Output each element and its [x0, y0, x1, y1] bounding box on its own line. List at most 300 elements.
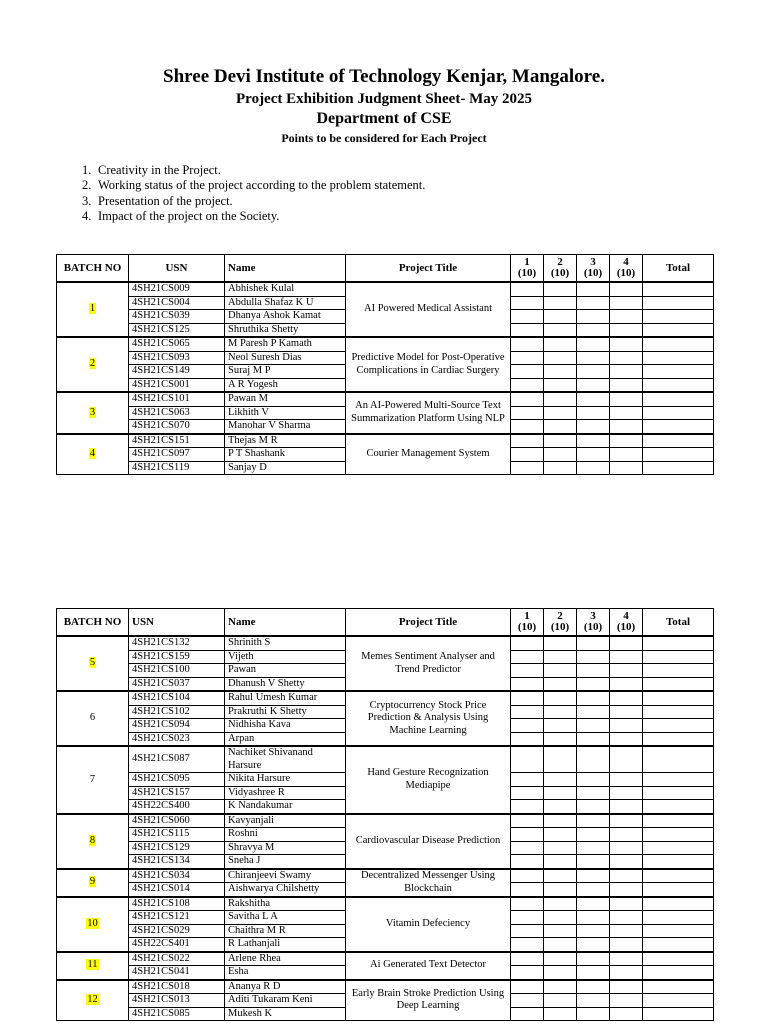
- score-2-cell[interactable]: [544, 406, 577, 420]
- score-3-cell[interactable]: [577, 310, 610, 324]
- score-1-cell[interactable]: [511, 828, 544, 842]
- score-1-cell[interactable]: [511, 719, 544, 733]
- score-2-cell[interactable]: [544, 966, 577, 980]
- usn-cell: 4SH21CS157: [129, 786, 225, 800]
- score-1-cell[interactable]: [511, 980, 544, 994]
- score-3-cell[interactable]: [577, 337, 610, 351]
- total-cell[interactable]: [643, 677, 714, 691]
- score-3-cell[interactable]: [577, 883, 610, 897]
- project-title-cell: Decentralized Messenger Using Blockchain: [346, 869, 511, 897]
- sheet-title: Project Exhibition Judgment Sheet- May 2025: [236, 91, 532, 107]
- score-2-cell[interactable]: [544, 814, 577, 828]
- point-item: 4. Impact of the project on the Society.: [82, 208, 280, 223]
- score-3-cell[interactable]: [577, 636, 610, 650]
- score-2-cell[interactable]: [544, 897, 577, 911]
- total-cell[interactable]: [643, 636, 714, 650]
- score-2-cell[interactable]: [544, 310, 577, 324]
- score-3-cell[interactable]: [577, 365, 610, 379]
- usn-cell: 4SH21CS151: [129, 434, 225, 448]
- score-3-cell[interactable]: [577, 855, 610, 869]
- total-cell[interactable]: [643, 461, 714, 475]
- table-row: [57, 392, 714, 406]
- score-4-cell[interactable]: [610, 924, 643, 938]
- table-row: [57, 980, 714, 994]
- usn-cell: 4SH21CS063: [129, 406, 225, 420]
- score-3-cell[interactable]: [577, 994, 610, 1008]
- score-4-cell[interactable]: [610, 448, 643, 462]
- score-2-cell[interactable]: [544, 980, 577, 994]
- student-name-cell: Vidyashree R: [225, 786, 346, 800]
- student-name-cell: R Lathanjali: [225, 938, 346, 952]
- score-1-cell[interactable]: [511, 323, 544, 337]
- score-4-cell[interactable]: [610, 800, 643, 814]
- score-4-cell[interactable]: [610, 378, 643, 392]
- score-3-cell[interactable]: [577, 1007, 610, 1021]
- usn-cell: 4SH21CS070: [129, 420, 225, 434]
- student-name-cell: Rahul Umesh Kumar: [225, 691, 346, 705]
- project-title-cell: Predictive Model for Post-Operative Complications in Cardiac Surgery: [346, 337, 511, 392]
- score-4-cell[interactable]: [610, 994, 643, 1008]
- score-3-cell[interactable]: [577, 869, 610, 883]
- usn-cell: 4SH22CS400: [129, 800, 225, 814]
- table-row: [57, 282, 714, 296]
- total-cell[interactable]: [643, 420, 714, 434]
- total-cell[interactable]: [643, 952, 714, 966]
- student-name-cell: Arpan: [225, 732, 346, 746]
- score-4-cell[interactable]: [610, 841, 643, 855]
- score-1-cell[interactable]: [511, 773, 544, 787]
- score-1-cell[interactable]: [511, 392, 544, 406]
- score-1-cell[interactable]: [511, 310, 544, 324]
- score-1-cell[interactable]: [511, 800, 544, 814]
- student-name-cell: Dhanya Ashok Kamat: [225, 310, 346, 324]
- score-2-cell[interactable]: [544, 677, 577, 691]
- score-4-cell[interactable]: [610, 855, 643, 869]
- score-4-cell[interactable]: [610, 773, 643, 787]
- student-name-cell: Neol Suresh Dias: [225, 351, 346, 365]
- table-row: [57, 952, 714, 966]
- score-4-cell[interactable]: [610, 746, 643, 773]
- score-1-cell[interactable]: [511, 869, 544, 883]
- score-4-cell[interactable]: [610, 351, 643, 365]
- point-item: 1. Creativity in the Project.: [82, 163, 221, 177]
- score-1-cell[interactable]: [511, 434, 544, 448]
- score-3-cell[interactable]: [577, 448, 610, 462]
- score-4-cell[interactable]: [610, 897, 643, 911]
- institute-title: Shree Devi Institute of Technology Kenjar, Mangalore.: [163, 66, 605, 87]
- score-2-cell[interactable]: [544, 378, 577, 392]
- usn-cell: 4SH21CS125: [129, 323, 225, 337]
- score-2-cell[interactable]: [544, 746, 577, 773]
- total-cell[interactable]: [643, 378, 714, 392]
- score-3-cell[interactable]: [577, 980, 610, 994]
- score-2-cell[interactable]: [544, 855, 577, 869]
- score-1-cell[interactable]: [511, 282, 544, 296]
- score-4-cell[interactable]: [610, 980, 643, 994]
- total-cell[interactable]: [643, 732, 714, 746]
- score-1-cell[interactable]: [511, 938, 544, 952]
- score-4-cell[interactable]: [610, 952, 643, 966]
- usn-cell: 4SH21CS034: [129, 869, 225, 883]
- total-cell[interactable]: [643, 406, 714, 420]
- score-2-cell[interactable]: [544, 650, 577, 664]
- score-3-cell[interactable]: [577, 732, 610, 746]
- score-1-cell[interactable]: [511, 337, 544, 351]
- score-2-cell[interactable]: [544, 365, 577, 379]
- score-3-cell[interactable]: [577, 773, 610, 787]
- batch-number: 8: [57, 814, 129, 869]
- usn-cell: 4SH21CS085: [129, 1007, 225, 1021]
- total-cell[interactable]: [643, 869, 714, 883]
- criterion-3-header: 3 (10): [577, 609, 610, 637]
- point-item: 3. Presentation of the project.: [82, 193, 233, 208]
- total-cell[interactable]: [643, 337, 714, 351]
- total-cell[interactable]: [643, 1007, 714, 1021]
- score-1-cell[interactable]: [511, 705, 544, 719]
- score-1-cell[interactable]: [511, 814, 544, 828]
- usn-cell: 4SH21CS013: [129, 994, 225, 1008]
- score-1-cell[interactable]: [511, 351, 544, 365]
- score-2-cell[interactable]: [544, 719, 577, 733]
- score-3-cell[interactable]: [577, 664, 610, 678]
- score-1-cell[interactable]: [511, 1007, 544, 1021]
- total-cell[interactable]: [643, 691, 714, 705]
- score-4-cell[interactable]: [610, 323, 643, 337]
- score-4-cell[interactable]: [610, 1007, 643, 1021]
- score-2-cell[interactable]: [544, 938, 577, 952]
- col-total-header: Total: [643, 255, 714, 283]
- score-4-cell[interactable]: [610, 911, 643, 925]
- total-cell[interactable]: [643, 296, 714, 310]
- score-2-cell[interactable]: [544, 282, 577, 296]
- score-2-cell[interactable]: [544, 664, 577, 678]
- score-1-cell[interactable]: [511, 911, 544, 925]
- usn-cell: 4SH21CS014: [129, 883, 225, 897]
- score-1-cell[interactable]: [511, 636, 544, 650]
- score-1-cell[interactable]: [511, 677, 544, 691]
- total-cell[interactable]: [643, 746, 714, 773]
- batch-number: 2: [57, 337, 129, 392]
- score-2-cell[interactable]: [544, 994, 577, 1008]
- score-1-cell[interactable]: [511, 691, 544, 705]
- col-title-header: Project Title: [346, 609, 511, 637]
- student-name-cell: Shravya M: [225, 841, 346, 855]
- score-3-cell[interactable]: [577, 691, 610, 705]
- score-2-cell[interactable]: [544, 691, 577, 705]
- total-cell[interactable]: [643, 323, 714, 337]
- total-cell[interactable]: [643, 282, 714, 296]
- total-cell[interactable]: [643, 980, 714, 994]
- score-2-cell[interactable]: [544, 337, 577, 351]
- batch-number: 9: [57, 869, 129, 897]
- student-name-cell: Manohar V Sharma: [225, 420, 346, 434]
- total-cell[interactable]: [643, 994, 714, 1008]
- usn-cell: 4SH21CS095: [129, 773, 225, 787]
- score-4-cell[interactable]: [610, 719, 643, 733]
- criterion-4-header: 4 (10): [610, 255, 643, 283]
- score-1-cell[interactable]: [511, 650, 544, 664]
- usn-cell: 4SH21CS018: [129, 980, 225, 994]
- score-2-cell[interactable]: [544, 773, 577, 787]
- score-2-cell[interactable]: [544, 705, 577, 719]
- batch-number: 11: [57, 952, 129, 980]
- usn-cell: 4SH21CS159: [129, 650, 225, 664]
- score-3-cell[interactable]: [577, 420, 610, 434]
- score-1-cell[interactable]: [511, 897, 544, 911]
- usn-cell: 4SH21CS094: [129, 719, 225, 733]
- table-row: [57, 337, 714, 351]
- score-2-cell[interactable]: [544, 351, 577, 365]
- score-2-cell[interactable]: [544, 869, 577, 883]
- score-3-cell[interactable]: [577, 406, 610, 420]
- score-2-cell[interactable]: [544, 786, 577, 800]
- score-3-cell[interactable]: [577, 650, 610, 664]
- score-2-cell[interactable]: [544, 800, 577, 814]
- score-2-cell[interactable]: [544, 1007, 577, 1021]
- student-name-cell: P T Shashank: [225, 448, 346, 462]
- score-4-cell[interactable]: [610, 282, 643, 296]
- score-3-cell[interactable]: [577, 786, 610, 800]
- score-3-cell[interactable]: [577, 828, 610, 842]
- total-cell[interactable]: [643, 938, 714, 952]
- usn-cell: 4SH21CS093: [129, 351, 225, 365]
- total-cell[interactable]: [643, 855, 714, 869]
- usn-cell: 4SH21CS102: [129, 705, 225, 719]
- score-3-cell[interactable]: [577, 378, 610, 392]
- total-cell[interactable]: [643, 351, 714, 365]
- student-name-cell: Prakruthi K Shetty: [225, 705, 346, 719]
- header-row: [57, 609, 714, 637]
- student-name-cell: Mukesh K: [225, 1007, 346, 1021]
- score-2-cell[interactable]: [544, 420, 577, 434]
- total-cell[interactable]: [643, 786, 714, 800]
- score-4-cell[interactable]: [610, 786, 643, 800]
- score-1-cell[interactable]: [511, 994, 544, 1008]
- score-1-cell[interactable]: [511, 664, 544, 678]
- score-4-cell[interactable]: [610, 392, 643, 406]
- total-cell[interactable]: [643, 773, 714, 787]
- score-2-cell[interactable]: [544, 434, 577, 448]
- score-4-cell[interactable]: [610, 296, 643, 310]
- usn-cell: 4SH21CS134: [129, 855, 225, 869]
- total-cell[interactable]: [643, 310, 714, 324]
- batch-number: 6: [57, 691, 129, 746]
- score-4-cell[interactable]: [610, 966, 643, 980]
- score-1-cell[interactable]: [511, 952, 544, 966]
- score-2-cell[interactable]: [544, 841, 577, 855]
- project-title-cell: Ai Generated Text Detector: [346, 952, 511, 980]
- student-name-cell: Aditi Tukaram Keni: [225, 994, 346, 1008]
- total-cell[interactable]: [643, 434, 714, 448]
- score-2-cell[interactable]: [544, 461, 577, 475]
- score-4-cell[interactable]: [610, 636, 643, 650]
- total-cell[interactable]: [643, 448, 714, 462]
- student-name-cell: Sneha J: [225, 855, 346, 869]
- total-cell[interactable]: [643, 719, 714, 733]
- score-2-cell[interactable]: [544, 911, 577, 925]
- score-2-cell[interactable]: [544, 448, 577, 462]
- score-4-cell[interactable]: [610, 883, 643, 897]
- total-cell[interactable]: [643, 814, 714, 828]
- project-title-cell: Cardiovascular Disease Prediction: [346, 814, 511, 869]
- student-name-cell: Vijeth: [225, 650, 346, 664]
- score-2-cell[interactable]: [544, 636, 577, 650]
- usn-cell: 4SH21CS129: [129, 841, 225, 855]
- col-name-header: Name: [225, 255, 346, 283]
- table-row: [57, 814, 714, 828]
- score-4-cell[interactable]: [610, 650, 643, 664]
- batch-number: 5: [57, 636, 129, 691]
- score-3-cell[interactable]: [577, 323, 610, 337]
- total-cell[interactable]: [643, 828, 714, 842]
- score-4-cell[interactable]: [610, 869, 643, 883]
- score-1-cell[interactable]: [511, 296, 544, 310]
- total-cell[interactable]: [643, 924, 714, 938]
- total-cell[interactable]: [643, 841, 714, 855]
- usn-cell: 4SH21CS041: [129, 966, 225, 980]
- score-4-cell[interactable]: [610, 310, 643, 324]
- score-3-cell[interactable]: [577, 800, 610, 814]
- score-3-cell[interactable]: [577, 814, 610, 828]
- score-3-cell[interactable]: [577, 719, 610, 733]
- score-4-cell[interactable]: [610, 828, 643, 842]
- project-title-cell: Hand Gesture Recognization Mediapipe: [346, 746, 511, 814]
- total-cell[interactable]: [643, 365, 714, 379]
- score-1-cell[interactable]: [511, 448, 544, 462]
- student-name-cell: K Nandakumar: [225, 800, 346, 814]
- score-4-cell[interactable]: [610, 434, 643, 448]
- usn-cell: 4SH21CS022: [129, 952, 225, 966]
- batch-number: 10: [57, 897, 129, 952]
- score-1-cell[interactable]: [511, 378, 544, 392]
- student-name-cell: Nikita Harsure: [225, 773, 346, 787]
- score-1-cell[interactable]: [511, 461, 544, 475]
- score-3-cell[interactable]: [577, 296, 610, 310]
- score-3-cell[interactable]: [577, 911, 610, 925]
- student-name-cell: Ananya R D: [225, 980, 346, 994]
- score-4-cell[interactable]: [610, 461, 643, 475]
- criterion-3-header: 3 (10): [577, 255, 610, 283]
- score-4-cell[interactable]: [610, 420, 643, 434]
- score-4-cell[interactable]: [610, 365, 643, 379]
- score-3-cell[interactable]: [577, 924, 610, 938]
- criterion-1-header: 1 (10): [511, 255, 544, 283]
- usn-cell: 4SH21CS065: [129, 337, 225, 351]
- score-2-cell[interactable]: [544, 392, 577, 406]
- total-cell[interactable]: [643, 966, 714, 980]
- score-4-cell[interactable]: [610, 337, 643, 351]
- score-4-cell[interactable]: [610, 938, 643, 952]
- student-name-cell: Arlene Rhea: [225, 952, 346, 966]
- score-3-cell[interactable]: [577, 677, 610, 691]
- total-cell[interactable]: [643, 705, 714, 719]
- score-3-cell[interactable]: [577, 952, 610, 966]
- total-cell[interactable]: [643, 392, 714, 406]
- total-cell[interactable]: [643, 897, 714, 911]
- student-name-cell: Dhanush V Shetty: [225, 677, 346, 691]
- points-heading: Points to be considered for Each Project: [281, 131, 487, 145]
- score-1-cell[interactable]: [511, 365, 544, 379]
- score-1-cell[interactable]: [511, 924, 544, 938]
- score-4-cell[interactable]: [610, 705, 643, 719]
- score-1-cell[interactable]: [511, 855, 544, 869]
- table-row: [57, 636, 714, 650]
- score-3-cell[interactable]: [577, 746, 610, 773]
- score-1-cell[interactable]: [511, 420, 544, 434]
- total-cell[interactable]: [643, 911, 714, 925]
- score-3-cell[interactable]: [577, 966, 610, 980]
- criterion-2-header: 2 (10): [544, 255, 577, 283]
- total-cell[interactable]: [643, 650, 714, 664]
- student-name-cell: M Paresh P Kamath: [225, 337, 346, 351]
- score-3-cell[interactable]: [577, 351, 610, 365]
- score-1-cell[interactable]: [511, 786, 544, 800]
- header-row: [57, 255, 714, 283]
- total-cell[interactable]: [643, 664, 714, 678]
- score-3-cell[interactable]: [577, 705, 610, 719]
- score-1-cell[interactable]: [511, 841, 544, 855]
- score-2-cell[interactable]: [544, 828, 577, 842]
- project-title-cell: Memes Sentiment Analyser and Trend Predictor: [346, 636, 511, 691]
- score-2-cell[interactable]: [544, 323, 577, 337]
- score-4-cell[interactable]: [610, 677, 643, 691]
- points-list: [82, 163, 425, 224]
- score-2-cell[interactable]: [544, 296, 577, 310]
- usn-cell: 4SH21CS097: [129, 448, 225, 462]
- total-cell[interactable]: [643, 800, 714, 814]
- score-4-cell[interactable]: [610, 732, 643, 746]
- total-cell[interactable]: [643, 883, 714, 897]
- score-2-cell[interactable]: [544, 952, 577, 966]
- criterion-4-header: 4 (10): [610, 609, 643, 637]
- score-3-cell[interactable]: [577, 938, 610, 952]
- score-4-cell[interactable]: [610, 691, 643, 705]
- usn-cell: 4SH22CS401: [129, 938, 225, 952]
- score-2-cell[interactable]: [544, 883, 577, 897]
- score-4-cell[interactable]: [610, 664, 643, 678]
- score-1-cell[interactable]: [511, 406, 544, 420]
- student-name-cell: Thejas M R: [225, 434, 346, 448]
- score-4-cell[interactable]: [610, 814, 643, 828]
- score-1-cell[interactable]: [511, 966, 544, 980]
- score-3-cell[interactable]: [577, 461, 610, 475]
- project-title-cell: Vitamin Defeciency: [346, 897, 511, 952]
- student-name-cell: Esha: [225, 966, 346, 980]
- score-2-cell[interactable]: [544, 732, 577, 746]
- score-2-cell[interactable]: [544, 924, 577, 938]
- criterion-1-header: 1 (10): [511, 609, 544, 637]
- student-name-cell: Pawan: [225, 664, 346, 678]
- student-name-cell: Savitha L A: [225, 911, 346, 925]
- score-4-cell[interactable]: [610, 406, 643, 420]
- usn-cell: 4SH21CS001: [129, 378, 225, 392]
- student-name-cell: Kavyanjali: [225, 814, 346, 828]
- usn-cell: 4SH21CS100: [129, 664, 225, 678]
- score-3-cell[interactable]: [577, 841, 610, 855]
- score-3-cell[interactable]: [577, 392, 610, 406]
- usn-cell: 4SH21CS108: [129, 897, 225, 911]
- usn-cell: 4SH21CS132: [129, 636, 225, 650]
- score-1-cell[interactable]: [511, 732, 544, 746]
- score-3-cell[interactable]: [577, 282, 610, 296]
- score-1-cell[interactable]: [511, 746, 544, 773]
- score-1-cell[interactable]: [511, 883, 544, 897]
- score-3-cell[interactable]: [577, 434, 610, 448]
- score-3-cell[interactable]: [577, 897, 610, 911]
- col-batch-header: BATCH NO: [57, 609, 129, 637]
- usn-cell: 4SH21CS104: [129, 691, 225, 705]
- student-name-cell: Chaithra M R: [225, 924, 346, 938]
